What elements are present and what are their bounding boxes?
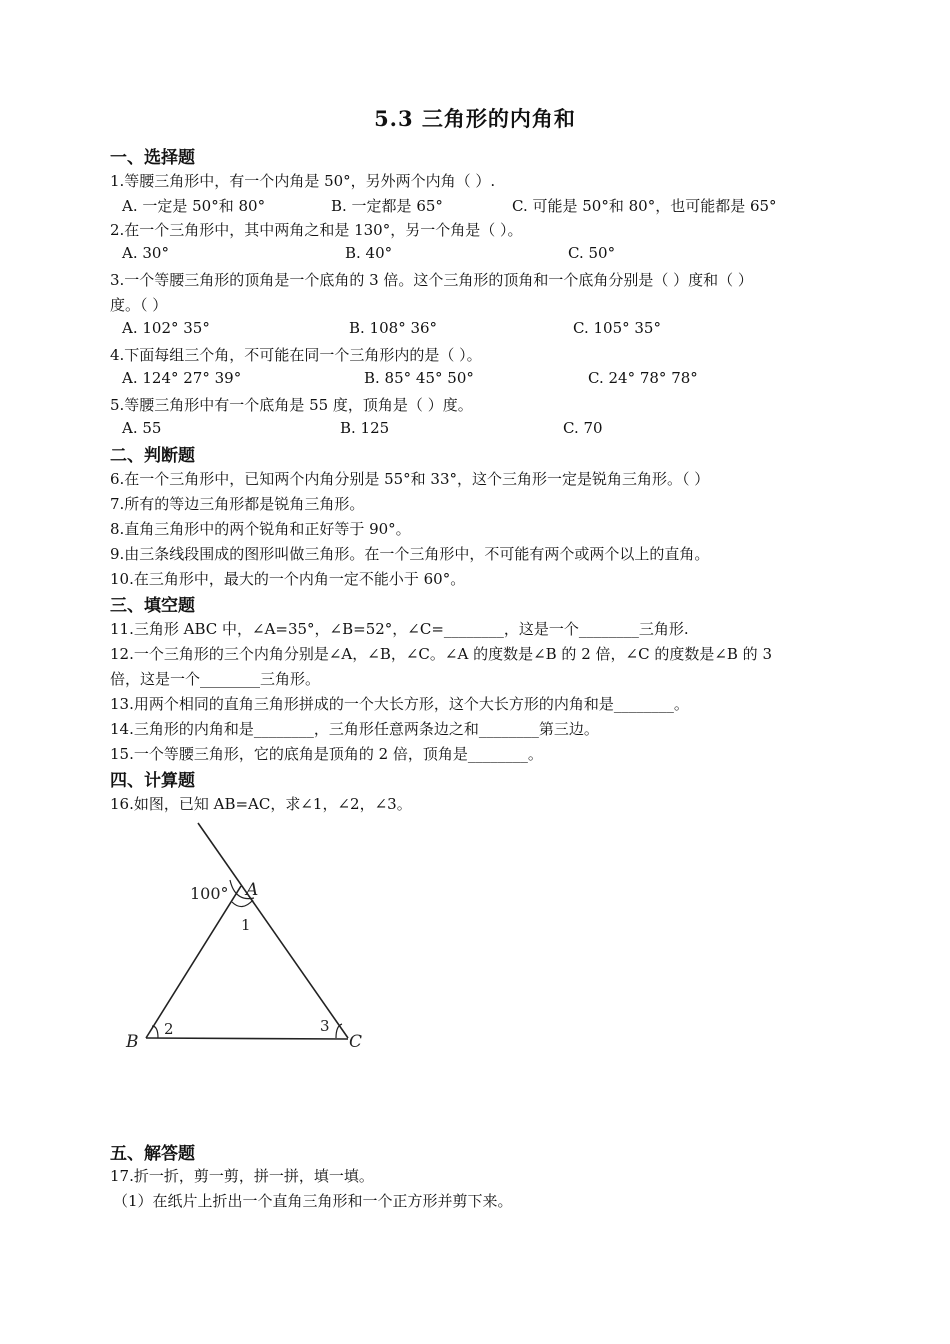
q5-option-c: C. 70 [563, 419, 603, 437]
angle-arc-1 [232, 900, 253, 907]
q2-option-a: A. 30° [122, 244, 169, 262]
question-4: 4.下面每组三个角，不可能在同一个三角形内的是（ ）。 [110, 346, 482, 364]
question-3: 3.一个等腰三角形的顶角是一个底角的 3 倍。这个三角形的顶角和一个底角分别是（ ）度和（ ） [110, 271, 753, 289]
section-answer: 五、解答题 [110, 1144, 195, 1164]
q2-option-b: B. 40° [345, 244, 393, 262]
side-ab [146, 886, 241, 1038]
q1-option-a: A. 一定是 50°和 80° [122, 197, 266, 215]
question-3-cont: 度。（ ） [110, 296, 168, 314]
q1-option-c: C. 可能是 50°和 80°，也可能都是 65° [512, 197, 777, 215]
angle-number-3: 3 [320, 1017, 330, 1035]
angle-number-1: 1 [241, 916, 251, 934]
angle-label-100: 100° [190, 884, 229, 903]
question-10: 10.在三角形中，最大的一个内角一定不能小于 60°。 [110, 570, 466, 588]
q5-option-a: A. 55 [122, 419, 162, 437]
question-1: 1.等腰三角形中，有一个内角是 50°，另外两个内角（ ）. [110, 172, 496, 190]
question-6: 6.在一个三角形中，已知两个内角分别是 55°和 33°，这个三角形一定是锐角三角形。（ ） [110, 470, 710, 488]
question-17-part-1: （1）在纸片上折出一个直角三角形和一个正方形并剪下来。 [113, 1192, 513, 1210]
section-multiple-choice: 一、选择题 [110, 148, 195, 168]
triangle-figure [108, 820, 373, 1060]
q3-option-b: B. 108° 36° [349, 319, 438, 337]
q3-option-a: A. 102° 35° [122, 319, 210, 337]
q3-option-c: C. 105° 35° [573, 319, 661, 337]
extended-side-ac [198, 823, 348, 1038]
question-8: 8.直角三角形中的两个锐角和正好等于 90°。 [110, 520, 411, 538]
vertex-label-c: C [349, 1032, 363, 1052]
vertex-label-b: B [126, 1032, 139, 1052]
q4-option-c: C. 24° 78° 78° [588, 369, 698, 387]
angle-number-2: 2 [164, 1020, 174, 1038]
question-9: 9.由三条线段围成的图形叫做三角形。在一个三角形中，不可能有两个或两个以上的直角。 [110, 545, 710, 563]
question-15: 15.一个等腰三角形，它的底角是顶角的 2 倍，顶角是________。 [110, 745, 543, 763]
angle-arc-3 [336, 1024, 342, 1038]
question-12: 12.一个三角形的三个内角分别是∠A，∠B，∠C。∠A 的度数是∠B 的 2 倍，∠C 的度数是∠B 的 3 [110, 645, 772, 663]
question-11: 11.三角形 ABC 中，∠A=35°，∠B=52°，∠C=________，这是一个________三角形. [110, 620, 689, 638]
triangle-diagram [108, 820, 373, 1060]
question-2: 2.在一个三角形中，其中两角之和是 130°，另一个角是（ ）。 [110, 221, 523, 239]
q4-option-b: B. 85° 45° 50° [364, 369, 474, 387]
question-12-cont: 倍，这是一个________三角形。 [110, 670, 321, 688]
q1-option-b: B. 一定都是 65° [331, 197, 443, 215]
section-fill-blank: 三、填空题 [110, 596, 195, 616]
vertex-label-a: A [246, 880, 259, 900]
q4-option-a: A. 124° 27° 39° [122, 369, 242, 387]
question-5: 5.等腰三角形中有一个底角是 55 度，顶角是（ ）度。 [110, 396, 473, 414]
q2-option-c: C. 50° [568, 244, 616, 262]
question-14: 14.三角形的内角和是________，三角形任意两条边之和________第三边。 [110, 720, 599, 738]
question-17: 17.折一折，剪一剪，拼一拼，填一填。 [110, 1167, 374, 1185]
section-true-false: 二、判断题 [110, 446, 195, 466]
question-16: 16.如图，已知 AB=AC，求∠1，∠2，∠3。 [110, 795, 412, 813]
question-7: 7.所有的等边三角形都是锐角三角形。 [110, 495, 365, 513]
side-bc [146, 1038, 348, 1039]
page-title: 5.3 三角形的内角和 [374, 106, 576, 131]
q5-option-b: B. 125 [340, 419, 390, 437]
section-calculation: 四、计算题 [110, 771, 195, 791]
question-13: 13.用两个相同的直角三角形拼成的一个大长方形，这个大长方形的内角和是________。 [110, 695, 689, 713]
